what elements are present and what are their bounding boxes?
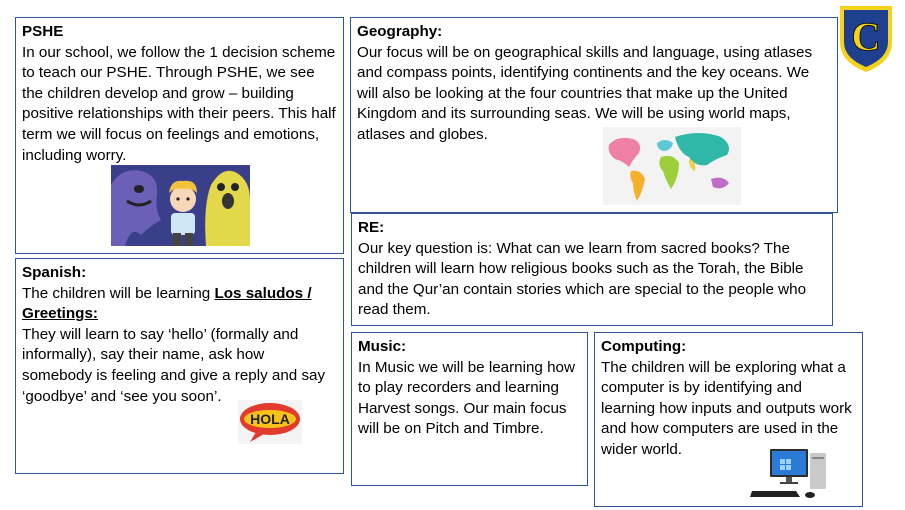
spanish-topic: Los saludos / Greetings: [22,284,312,323]
hola-text: HOLA [250,411,290,427]
world-map-illustration [603,127,741,205]
spanish-intro-line [22,284,337,325]
geography-text: Our focus will be on geographical skills and language, using atlases and compass points, identifying continents and the key oceans. We will also be looking at the four countries that make up the United Kingdom and its surrounding seas. We will be using world maps, atlases and globes. [357,43,813,143]
school-crest [836,2,896,74]
re-title: RE: [358,219,385,236]
re-text: Our key question is: What can we learn from sacred books? The children will learn how religious books such as the Torah, the Bible and the Qur’an contain stories which are special to the people who read them. [358,239,807,319]
geography-panel [350,17,838,213]
re-panel [351,213,833,326]
music-text: In Music we will be learning how to play recorders and learning Harvest songs. Our main focus will be on Pitch and Timbre. [358,358,575,438]
hola-speech-bubble [238,400,302,444]
computing-text: The children will be exploring what a computer is by identifying and learning how inputs and outputs work and how computers are used in the wider world. [601,358,852,458]
music-panel [351,332,588,486]
music-title: Music: [358,338,407,355]
computing-title: Computing: [601,338,687,355]
pshe-title: PSHE [22,23,64,40]
spanish-text: They will learn to say ‘hello’ (formally and informally), say their name, ask how somebody is feeling and give a reply and say ‘goodbye’ and ‘see you soon’. [22,325,326,405]
desktop-computer-illustration [750,447,830,499]
spanish-title: Spanish: [22,264,87,281]
worry-monsters-illustration [111,165,250,246]
geography-title: Geography: [357,23,443,40]
crest-letter: C [851,14,881,59]
spanish-intro: The children will be learning [22,284,215,302]
pshe-text: In our school, we follow the 1 decision scheme to teach our PSHE. Through PSHE, we see the children develop and grow – building positive relationships with their peers. This half term we will focus on feelings and emotions, including worry. [22,43,336,164]
